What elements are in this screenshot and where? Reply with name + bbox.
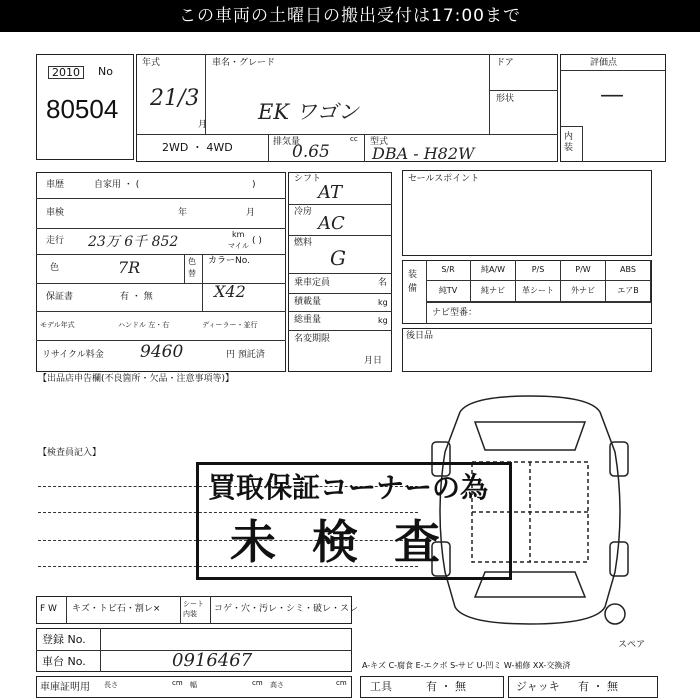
reg-label: 登録 No.: [42, 633, 86, 646]
seat-text: コゲ・穴・汚レ・シミ・破レ・スレ: [214, 604, 359, 614]
spare-label: スペア: [618, 640, 646, 650]
mileage-value: 23万 6千 852: [88, 234, 179, 250]
jack-value: 有 ・ 無: [578, 680, 618, 693]
cc-label: cc: [350, 135, 358, 143]
color-label: 色: [50, 263, 60, 273]
stamp-line-1: 買取保証コーナーの為: [208, 471, 489, 504]
notes-label: 後日品: [406, 331, 434, 341]
tools-label: 工具: [370, 680, 392, 693]
displacement-label: 排気量: [273, 137, 301, 147]
inspection-year: 年: [178, 208, 188, 218]
gross-label: 総重量: [294, 315, 322, 325]
equipment-item: P/W: [561, 260, 606, 281]
inspector-label: 【検査員記入】: [38, 448, 102, 458]
notes-box: [402, 328, 652, 372]
colorno-value: X42: [214, 282, 246, 301]
history-value: 自家用 ・ (: [94, 180, 140, 190]
long-cm: cm: [172, 679, 183, 687]
equipment-item: 純ナビ: [471, 281, 516, 302]
drive-options: 2WD ・ 4WD: [162, 141, 233, 154]
long-label: 長さ: [104, 681, 118, 689]
cert-label: 車庫証明用: [40, 682, 90, 693]
equipment-item: エアB: [606, 281, 651, 302]
warranty-value: 有 ・ 無: [120, 292, 153, 302]
equipment-item: S/R: [426, 260, 471, 281]
score-label: 評価点: [590, 58, 618, 68]
mileage-paren: ( ): [252, 236, 262, 246]
colorchange-label: 色替: [188, 257, 196, 278]
year-value: 21/3: [150, 86, 200, 111]
inspection-month: 月: [246, 208, 256, 218]
seat-label: シート内装: [183, 600, 204, 618]
gross-unit: kg: [378, 316, 388, 325]
lot-year-tag: 2010: [48, 66, 84, 79]
history-label: 車歴: [46, 180, 65, 190]
warranty-label: 保証書: [46, 292, 74, 302]
mile-label: マイル: [228, 242, 249, 250]
equipment-item: ABS: [606, 260, 651, 281]
fw-label: F W: [40, 604, 57, 614]
recycle-label: リサイクル料金: [42, 350, 104, 360]
expiry-label: 名変期限: [294, 334, 331, 344]
navi-label: ナビ型番：: [432, 308, 478, 318]
colorno-label: カラーNo.: [208, 256, 250, 266]
equipment-item: 純TV: [426, 281, 471, 302]
width-cm: cm: [252, 679, 263, 687]
km-label: km: [232, 230, 245, 239]
shift-label: シフト: [294, 174, 322, 184]
displacement-value: 0.65: [292, 142, 330, 162]
fw-text: キズ・トビ石・割レ×: [72, 604, 161, 614]
width-label: 幅: [190, 681, 197, 689]
model-label: 型式: [370, 137, 389, 147]
capacity-unit: 名: [378, 278, 388, 288]
month-suffix: 月: [198, 120, 208, 130]
interior-label: 内装: [564, 132, 574, 153]
score-value: —: [600, 80, 624, 108]
damage-legend: A-キズ C-腐食 E-エクボ S-サビ U-凹ミ W-補修 XX-交換済: [362, 661, 571, 670]
recycle-unit: 円 預託済: [226, 350, 265, 360]
history-paren-close: ): [252, 180, 256, 190]
equipment-item: 外ナビ: [561, 281, 606, 302]
equipment-item: P/S: [516, 260, 561, 281]
fuel-value: G: [330, 246, 346, 270]
chassis-label: 車台 No.: [42, 655, 86, 668]
seller-notes-label: 【出品店申告欄(不良箇所・欠品・注意事項等)】: [38, 374, 235, 384]
handle-label: ハンドル 左・右: [118, 321, 170, 329]
ac-value: AC: [318, 213, 345, 234]
door-label: ドア: [496, 58, 514, 68]
stamp-line-2: 未 検 査: [230, 515, 451, 569]
lot-no-label: No: [98, 65, 113, 78]
tools-value: 有 ・ 無: [426, 680, 466, 693]
name-value: EK ワゴン: [258, 100, 359, 124]
shift-value: AT: [318, 182, 343, 203]
load-unit: kg: [378, 298, 388, 307]
fuel-label: 燃料: [294, 238, 313, 248]
color-value: 7R: [118, 258, 141, 277]
chassis-value: 0916467: [172, 650, 253, 671]
dealer-label: ディーラー・並行: [202, 321, 258, 329]
sales-point-label: セールスポイント: [408, 174, 480, 184]
equipment-item: 革シート: [516, 281, 561, 302]
load-label: 積載量: [294, 297, 322, 307]
jack-label: ジャッキ: [516, 680, 560, 693]
name-label: 車名・グレード: [212, 58, 276, 68]
equipment-label: 装備: [408, 270, 418, 294]
expiry-month: 月日: [364, 356, 383, 366]
height-cm: cm: [336, 679, 347, 687]
height-label: 高さ: [270, 681, 284, 689]
recycle-value: 9460: [140, 342, 184, 362]
model-year-label: モデル年式: [40, 321, 75, 329]
top-banner: この車両の土曜日の搬出受付は17:00まで: [0, 0, 700, 32]
shape-label: 形状: [496, 94, 515, 104]
capacity-label: 乗車定員: [294, 278, 331, 288]
year-label: 年式: [142, 58, 161, 68]
model-value: DBA - H82W: [372, 144, 475, 163]
equipment-item: 純A/W: [471, 260, 516, 281]
lot-number: 80504: [46, 94, 119, 124]
inspection-label: 車検: [46, 208, 65, 218]
mileage-label: 走行: [46, 236, 65, 246]
ac-label: 冷房: [294, 207, 313, 217]
